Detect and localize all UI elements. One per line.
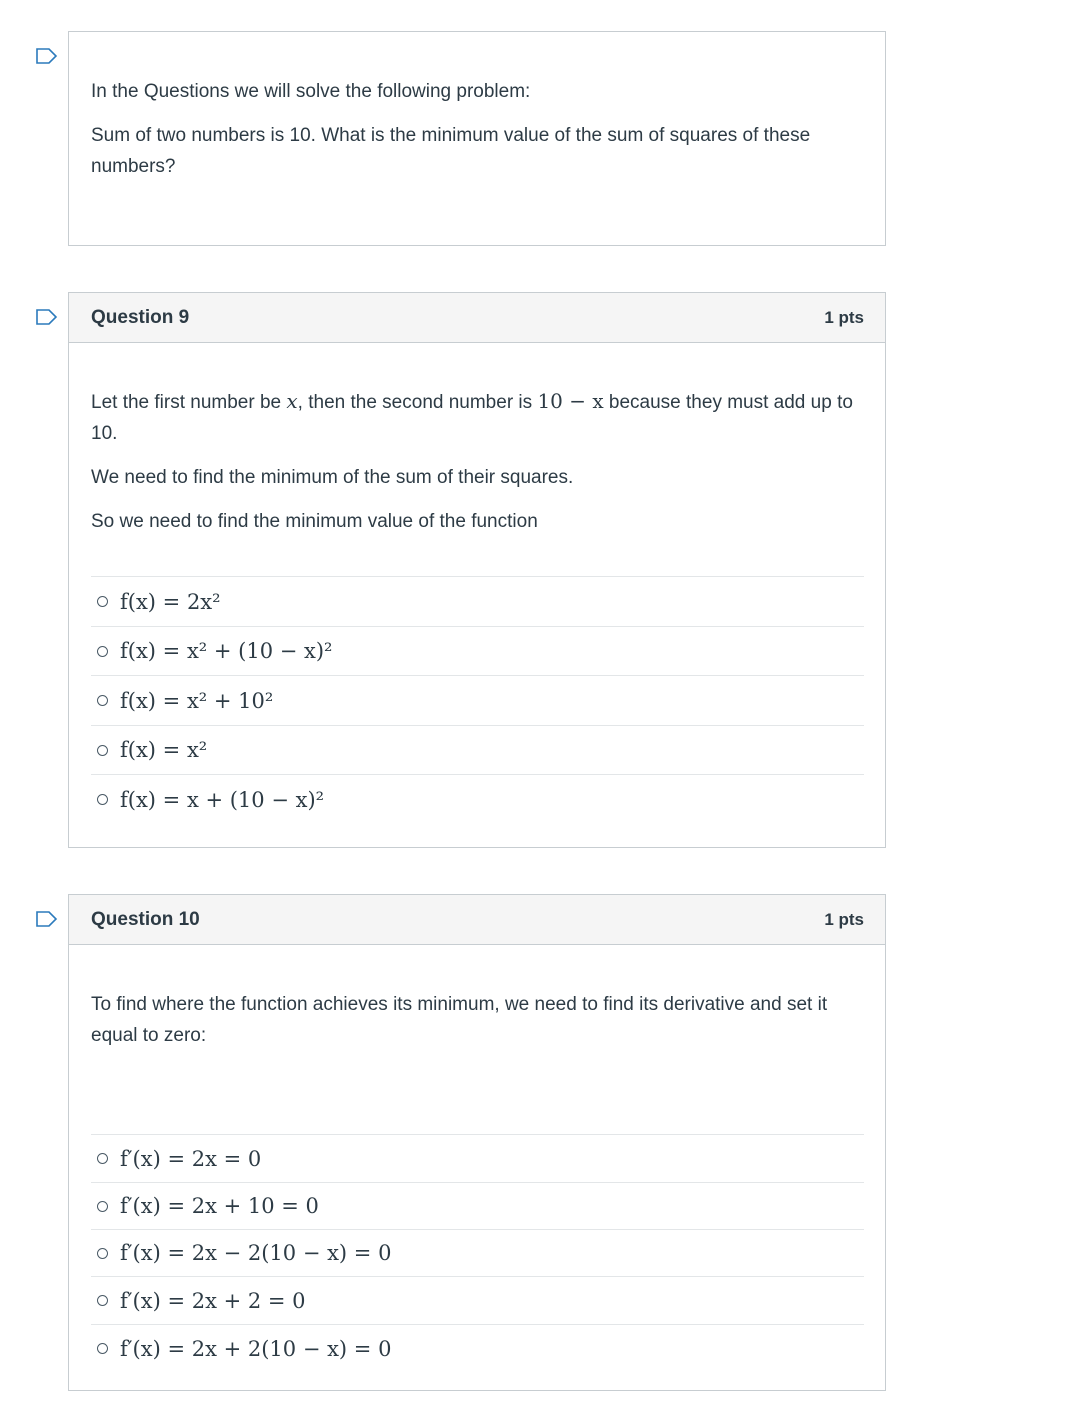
q9-math-expr: 10 − x (537, 389, 604, 413)
radio-button[interactable] (97, 1343, 108, 1354)
radio-button[interactable] (97, 1295, 108, 1306)
question-10-card (68, 894, 886, 1391)
q9-math-x: x (286, 389, 298, 413)
question-9-points: 1 pts (824, 307, 864, 327)
question-9-header (69, 293, 885, 343)
answer-option[interactable] (91, 1183, 864, 1230)
answer-option[interactable] (91, 726, 864, 775)
flag-question-icon[interactable] (36, 48, 58, 62)
radio-button[interactable] (97, 695, 108, 706)
radio-button[interactable] (97, 596, 108, 607)
answer-option[interactable] (91, 627, 864, 676)
answer-option[interactable] (91, 775, 864, 824)
radio-button[interactable] (97, 1201, 108, 1212)
flag-question-9-icon[interactable] (36, 309, 58, 323)
intro-line-1: In the Questions we will solve the following problem: (91, 81, 531, 102)
answer-label: f′(x) = 2x + 2(10 − x) = 0 (120, 1336, 392, 1361)
question-9-title: Question 9 (91, 306, 190, 328)
question-10-title: Question 10 (91, 908, 200, 930)
answer-option[interactable] (91, 1277, 864, 1325)
intro-line-2: Sum of two numbers is 10. What is the minimum value of the sum of squares of these numbers? (91, 125, 811, 177)
question-10-answers (91, 1134, 864, 1372)
question-9-answers (91, 576, 864, 824)
question-10-header (69, 895, 885, 945)
intro-card (68, 31, 886, 246)
question-9-text-2: We need to find the minimum of the sum of their squares. (91, 467, 574, 488)
answer-label: f(x) = x + (10 − x)² (120, 787, 325, 812)
question-10-points: 1 pts (824, 909, 864, 929)
answer-label: f(x) = x² + (10 − x)² (120, 639, 333, 663)
question-9-text-1 (91, 386, 864, 449)
answer-option[interactable] (91, 1325, 864, 1372)
radio-button[interactable] (97, 646, 108, 657)
answer-option[interactable] (91, 676, 864, 726)
radio-button[interactable] (97, 745, 108, 756)
answer-label: f(x) = x² + 10² (120, 688, 274, 713)
radio-button[interactable] (97, 1248, 108, 1259)
question-9-card (68, 292, 886, 848)
q9-text-part: , then the second number is (297, 392, 538, 413)
answer-label: f(x) = 2x² (120, 589, 221, 614)
answer-label: f′(x) = 2x = 0 (120, 1146, 262, 1171)
answer-option[interactable] (91, 1135, 864, 1183)
answer-label: f′(x) = 2x + 10 = 0 (120, 1194, 319, 1218)
answer-option[interactable] (91, 1230, 864, 1277)
answer-label: f(x) = x² (120, 738, 208, 762)
radio-button[interactable] (97, 794, 108, 805)
question-9-text-3: So we need to find the minimum value of the function (91, 511, 538, 532)
flag-question-10-icon[interactable] (36, 911, 58, 925)
answer-label: f′(x) = 2x + 2 = 0 (120, 1288, 306, 1313)
answer-label: f′(x) = 2x − 2(10 − x) = 0 (120, 1241, 392, 1265)
answer-option[interactable] (91, 577, 864, 627)
radio-button[interactable] (97, 1153, 108, 1164)
question-10-text-1: To find where the function achieves its minimum, we need to find its derivative and set it equal to zero: (91, 994, 828, 1046)
q9-text-part: because they must add up to 10. (91, 392, 853, 444)
q9-text-part: Let the first number be (91, 392, 287, 413)
